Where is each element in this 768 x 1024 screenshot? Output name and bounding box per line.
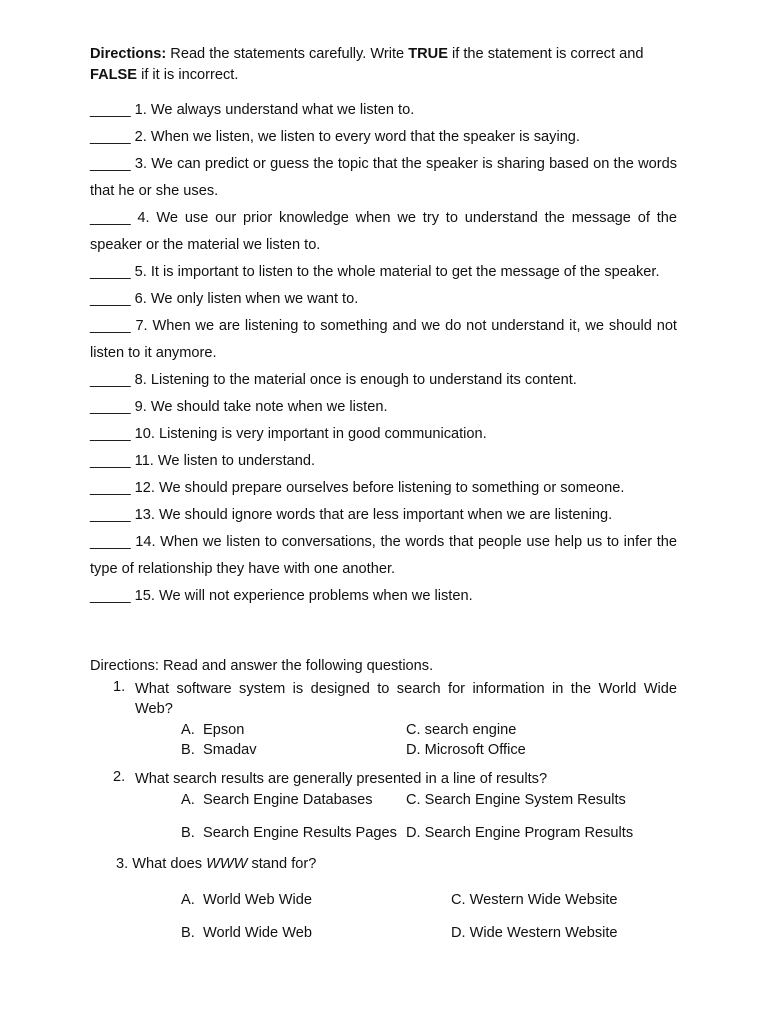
statement-item	[90, 151, 677, 205]
option-letter: C.	[451, 892, 466, 908]
question-text: stand for?	[247, 856, 317, 872]
statement-item	[90, 529, 677, 583]
option-3c[interactable]	[451, 890, 618, 910]
option-2a[interactable]	[181, 790, 373, 810]
statement-text: 3. We can predict or guess the topic that the speaker is sharing based on the words that he or she uses.	[90, 156, 677, 199]
answer-blank[interactable]: _____	[90, 264, 131, 280]
question-2	[113, 769, 677, 789]
statement-text: 11. We listen to understand.	[134, 453, 316, 469]
option-letter: D.	[451, 925, 466, 941]
directions-text: if it is incorrect.	[137, 67, 239, 83]
option-text: World Web Wide	[203, 892, 312, 908]
answer-blank[interactable]: _____	[90, 534, 131, 550]
statement-item	[90, 97, 677, 124]
option-1d[interactable]	[406, 740, 526, 760]
option-text: Search Engine Program Results	[424, 825, 634, 841]
option-2c[interactable]	[406, 790, 626, 810]
option-text: World Wide Web	[203, 925, 312, 941]
option-letter: A.	[181, 722, 195, 738]
statement-text: 2. When we listen, we listen to every word that the speaker is saying.	[134, 129, 580, 145]
option-text: Wide Western Website	[469, 925, 618, 941]
answer-blank[interactable]: _____	[90, 210, 131, 226]
question-text: What software system is designed to search for information in the World Wide Web?	[135, 681, 677, 717]
option-2d[interactable]	[406, 823, 633, 843]
statement-text: 13. We should ignore words that are less important when we are listening.	[134, 507, 613, 523]
option-text: search engine	[424, 722, 517, 738]
statement-text: 1. We always understand what we listen to.	[134, 102, 415, 118]
directions-label: Directions:	[90, 46, 167, 62]
statement-text: 9. We should take note when we listen.	[134, 399, 388, 415]
answer-blank[interactable]: _____	[90, 156, 131, 172]
directions-text: if the statement is correct and	[447, 46, 644, 62]
directions-text: Read the statements carefully. Write	[166, 46, 409, 62]
answer-blank[interactable]: _____	[90, 480, 131, 496]
statement-text: 14. When we listen to conversations, the words that people use help us to infer the type of relationship they have with one another.	[90, 534, 677, 577]
statement-text: 4. We use our prior knowledge when we try to understand the message of the speaker or the material we listen to.	[90, 210, 677, 253]
statement-text: 15. We will not experience problems when we listen.	[134, 588, 473, 604]
statement-text: 5. It is important to listen to the whole material to get the message of the speaker.	[134, 264, 660, 280]
option-letter: B.	[181, 825, 195, 841]
statement-item	[90, 394, 677, 421]
option-1b[interactable]	[181, 740, 257, 760]
question-text: What search results are generally presented in a line of results?	[135, 771, 548, 787]
option-letter: D.	[406, 742, 421, 758]
option-letter: C.	[406, 722, 421, 738]
option-letter: D.	[406, 825, 421, 841]
question-number: 1.	[113, 679, 126, 695]
option-3b[interactable]	[181, 923, 312, 943]
answer-blank[interactable]: _____	[90, 129, 131, 145]
option-letter: B.	[181, 925, 195, 941]
statement-item	[90, 259, 677, 286]
true-keyword: TRUE	[408, 46, 448, 62]
question-3	[116, 856, 676, 872]
option-letter: C.	[406, 792, 421, 808]
statement-item	[90, 124, 677, 151]
answer-blank[interactable]: _____	[90, 588, 131, 604]
option-text: Search Engine Results Pages	[203, 825, 397, 841]
statement-text: 10. Listening is very important in good communication.	[134, 426, 487, 442]
question-number: 3.	[116, 856, 129, 872]
statement-item	[90, 583, 677, 610]
statement-item	[90, 313, 677, 367]
answer-blank[interactable]: _____	[90, 372, 131, 388]
false-keyword: FALSE	[90, 67, 138, 83]
answer-blank[interactable]: _____	[90, 291, 131, 307]
true-false-list	[90, 97, 677, 610]
statement-text: 8. Listening to the material once is enough to understand its content.	[134, 372, 577, 388]
question-1	[113, 679, 677, 719]
statement-text: 6. We only listen when we want to.	[134, 291, 359, 307]
statement-item	[90, 421, 677, 448]
option-3d[interactable]	[451, 923, 618, 943]
question-text: What does	[132, 856, 207, 872]
option-text: Epson	[203, 722, 245, 738]
answer-blank[interactable]: _____	[90, 426, 131, 442]
option-1a[interactable]	[181, 720, 244, 740]
multiple-choice-directions: Directions: Read and answer the following questions.	[90, 658, 434, 674]
option-2b[interactable]	[181, 823, 397, 843]
answer-blank[interactable]: _____	[90, 102, 131, 118]
question-text-italic: WWW	[206, 856, 248, 872]
statement-item	[90, 475, 677, 502]
statement-item	[90, 286, 677, 313]
option-text: Microsoft Office	[424, 742, 526, 758]
answer-blank[interactable]: _____	[90, 399, 131, 415]
option-text: Smadav	[203, 742, 257, 758]
statement-item	[90, 448, 677, 475]
option-text: Search Engine System Results	[424, 792, 626, 808]
statement-item	[90, 205, 677, 259]
option-text: Western Wide Website	[469, 892, 618, 908]
statement-item	[90, 367, 677, 394]
answer-blank[interactable]: _____	[90, 507, 131, 523]
answer-blank[interactable]: _____	[90, 318, 131, 334]
question-number: 2.	[113, 769, 126, 785]
statement-text: 7. When we are listening to something and we do not understand it, we should not listen to it anymore.	[90, 318, 677, 361]
option-letter: B.	[181, 742, 195, 758]
option-text: Search Engine Databases	[203, 792, 373, 808]
option-3a[interactable]	[181, 890, 312, 910]
statement-text: 12. We should prepare ourselves before listening to something or someone.	[134, 480, 625, 496]
option-1c[interactable]	[406, 720, 516, 740]
answer-blank[interactable]: _____	[90, 453, 131, 469]
option-letter: A.	[181, 792, 195, 808]
true-false-directions	[90, 44, 678, 86]
statement-item	[90, 502, 677, 529]
option-letter: A.	[181, 892, 195, 908]
